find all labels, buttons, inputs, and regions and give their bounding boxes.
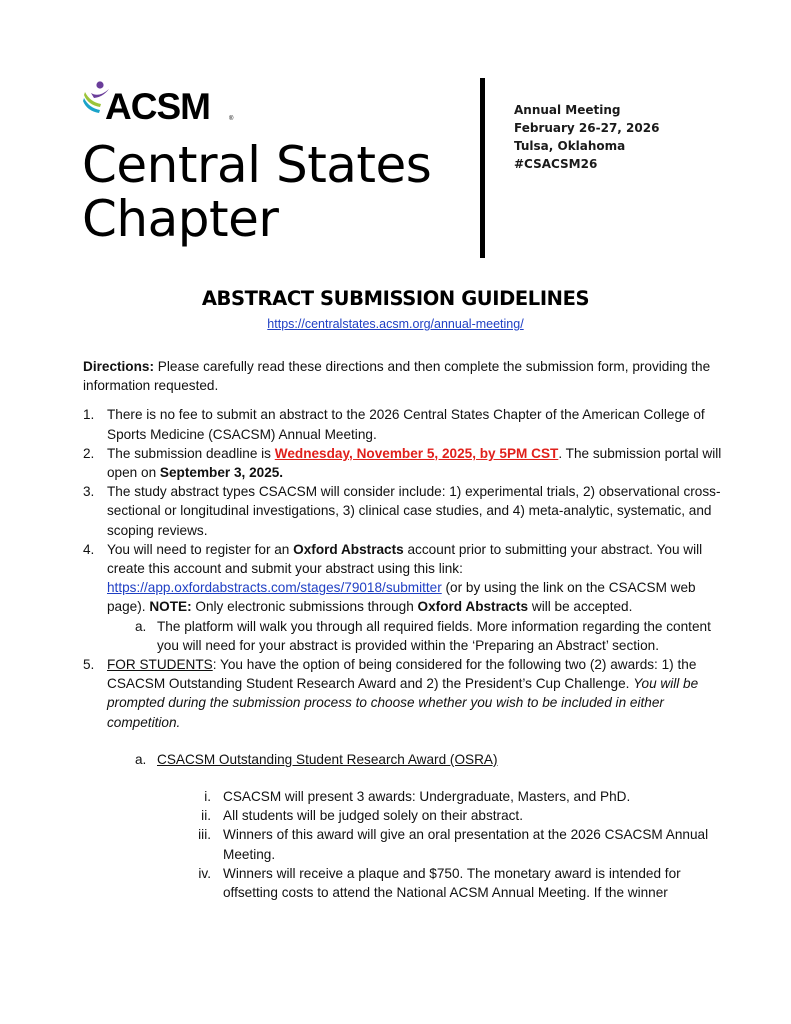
meeting-title: Annual Meeting (514, 103, 621, 117)
directions-label: Directions: (83, 359, 155, 374)
list-item-4 (83, 540, 723, 617)
osra-point-3 (83, 825, 723, 863)
acsm-logo (83, 80, 243, 128)
note-label: NOTE: (149, 599, 192, 615)
osra-point-4 (83, 864, 723, 902)
osra-point-text: Winners will receive a plaque and $750. The monetary award is intended for offsetting costs to attend the National ACSM Annual Meeting. If the winner (223, 865, 681, 901)
list-number: 1. (83, 407, 95, 423)
list-item-1 (83, 405, 723, 443)
list-item-text: . The submission portal will open on (107, 445, 722, 481)
meeting-dates: February 26-27, 2026 (514, 121, 660, 135)
logo-wordmark: ACSM (105, 86, 210, 127)
list-letter: a. (135, 751, 147, 767)
competition-note: You will be prompted during the submission process to choose whether you wish to be included in either competition. (107, 676, 699, 730)
document-body (83, 357, 723, 902)
osra-point-1 (83, 787, 723, 806)
list-item-text: Only electronic submissions through (191, 599, 418, 615)
roman-numeral: iii. (198, 827, 211, 843)
list-item-5 (83, 655, 723, 732)
oxford-abstracts-link[interactable]: https://app.oxfordabstracts.com/stages/79018/submitter (107, 580, 442, 596)
list-item-text: account prior to submitting your abstract. You will create this account and submit your abstract using this link: (107, 541, 703, 577)
list-item-text: The submission deadline is (107, 445, 275, 461)
list-number: 2. (83, 445, 95, 461)
oxford-abstracts-name: Oxford Abstracts (417, 599, 529, 615)
osra-point-2 (83, 806, 723, 825)
roman-numeral: ii. (201, 808, 211, 824)
list-item-text: The study abstract types CSACSM will consider include: 1) experimental trials, 2) observational cross-sectional or longitudinal investigations, 3) clinical case studies, and 4) meta-analytic, systematic, and scoping reviews. (107, 484, 721, 538)
list-item-text: will be accepted. (528, 599, 633, 615)
list-item-text: The platform will walk you through all required fields. More information regarding the content you will need for your abstract is provided within the ‘Preparing an Abstract’ section. (157, 618, 711, 653)
chapter-title-line2: Chapter (82, 190, 279, 248)
list-item-text: You will need to register for an (107, 541, 294, 557)
list-item-text: There is no fee to submit an abstract to the 2026 Central States Chapter of the American College of Sports Medicine (CSACSM) Annual Meeting. (107, 407, 705, 442)
annual-meeting-url-row (0, 317, 791, 331)
portal-open-date: September 3, 2025. (159, 465, 284, 481)
list-item-text: (or by using the link on the CSACSM web page). (107, 580, 696, 615)
meeting-info (514, 101, 659, 173)
document-title: ABSTRACT SUBMISSION GUIDELINES (201, 287, 590, 310)
osra-point-text: Winners of this award will give an oral presentation at the 2026 CSACSM Annual Meeting. (223, 827, 709, 862)
list-item-2 (83, 444, 723, 482)
list-number: 4. (83, 541, 95, 557)
directions-text: Please carefully read these directions and then complete the submission form, providing the information requested. (83, 359, 711, 394)
list-item-text: : You have the option of being considered for the following two (2) awards: 1) the CSACSM Outstanding Student Research Award and 2) the President’s Cup Challenge. (107, 657, 697, 692)
list-item-4a (83, 617, 723, 655)
osra-point-text: CSACSM will present 3 awards: Undergraduate, Masters, and PhD. (223, 789, 631, 805)
for-students-label: FOR STUDENTS (107, 657, 213, 673)
chapter-title-line1: Central States (82, 136, 432, 194)
list-letter: a. (135, 618, 147, 634)
roman-numeral: iv. (198, 865, 211, 881)
roman-numeral: i. (204, 789, 211, 805)
meeting-location: Tulsa, Oklahoma (514, 139, 626, 153)
list-item-3 (83, 482, 723, 540)
header-divider (480, 78, 485, 258)
osra-heading: CSACSM Outstanding Student Research Award (OSRA) (157, 751, 498, 767)
oxford-abstracts-name: Oxford Abstracts (293, 541, 404, 557)
list-number: 5. (83, 657, 95, 673)
directions-paragraph (83, 357, 723, 395)
meeting-hashtag: #CSACSM26 (514, 157, 598, 171)
submission-deadline: Wednesday, November 5, 2025, by 5PM CST (274, 445, 559, 461)
list-number: 3. (83, 484, 95, 500)
list-item-5a (83, 750, 723, 769)
osra-point-text: All students will be judged solely on their abstract. (223, 808, 523, 824)
chapter-title (82, 138, 431, 246)
registered-mark: ® (229, 116, 234, 122)
annual-meeting-link[interactable]: https://centralstates.acsm.org/annual-meeting/ (267, 317, 524, 331)
